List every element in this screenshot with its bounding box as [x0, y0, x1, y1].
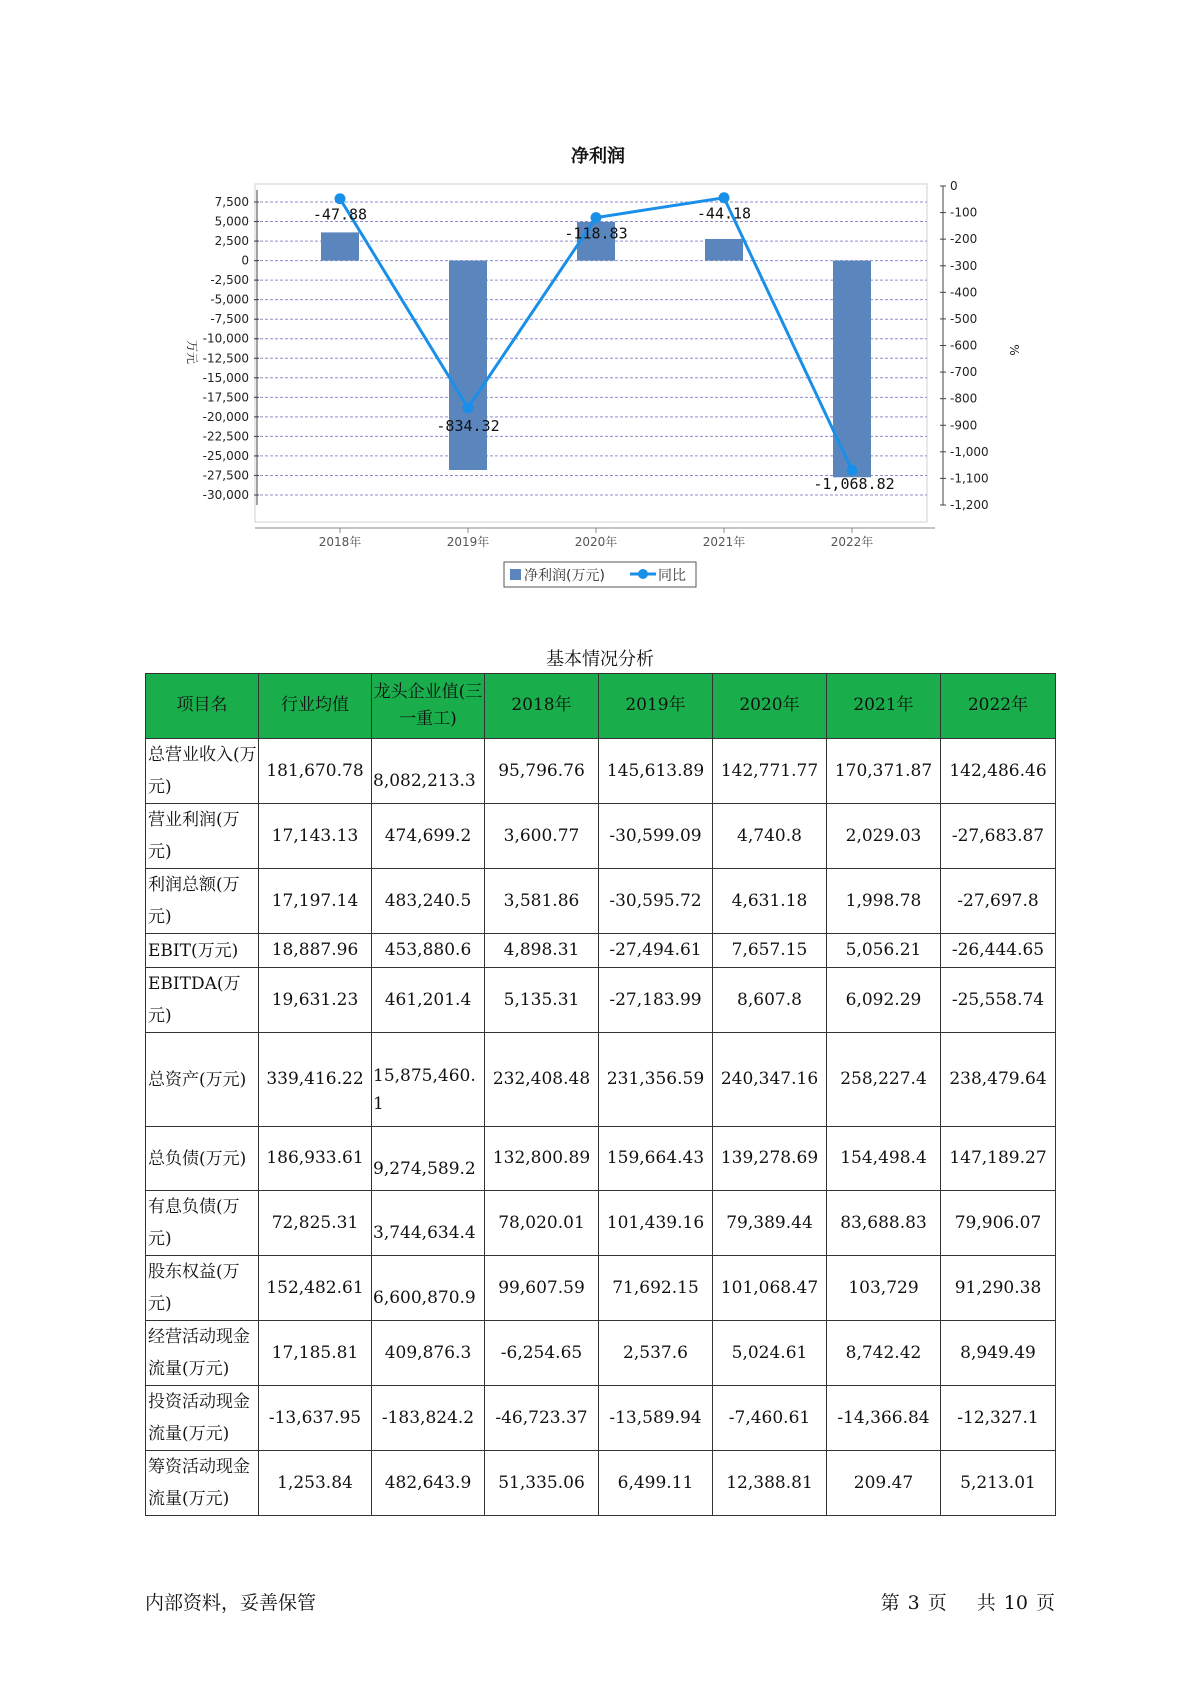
- table-row: [146, 869, 1056, 934]
- right-tick-label: -1,100: [950, 471, 989, 486]
- table-cell: 95,796.76: [485, 739, 599, 804]
- left-tick-label: -15,000: [202, 370, 249, 385]
- table-cell: 91,290.38: [941, 1256, 1056, 1321]
- table-cell: 19,631.23: [259, 968, 372, 1033]
- row-label: 筹资活动现金流量(万元): [146, 1451, 259, 1516]
- table-header-row: [146, 674, 1056, 739]
- row-label: 投资活动现金流量(万元): [146, 1386, 259, 1451]
- table-cell: 17,143.13: [259, 804, 372, 869]
- table-cell: 238,479.64: [941, 1033, 1056, 1127]
- table-cell: 6,092.29: [827, 968, 941, 1033]
- table-cell: 170,371.87: [827, 739, 941, 804]
- table-cell: 240,347.16: [713, 1033, 827, 1127]
- row-label: 股东权益(万元): [146, 1256, 259, 1321]
- table-cell: 209.47: [827, 1451, 941, 1516]
- basic-analysis-table: [145, 673, 1056, 1516]
- row-label: 经营活动现金流量(万元): [146, 1321, 259, 1386]
- x-tick-label: 2020年: [574, 535, 618, 549]
- table-cell: 101,068.47: [713, 1256, 827, 1321]
- table-cell: 51,335.06: [485, 1451, 599, 1516]
- header-industry-avg: 行业均值: [259, 674, 372, 739]
- left-tick-label: 7,500: [214, 195, 249, 209]
- right-tick-label: -800: [950, 391, 978, 406]
- legend-line-label: 同比: [658, 568, 686, 584]
- right-axis-title: %: [1007, 344, 1021, 356]
- table-cell: 409,876.3: [372, 1321, 485, 1386]
- right-tick-label: -1,200: [950, 498, 989, 512]
- row-label: 总负债(万元): [146, 1127, 259, 1191]
- table-cell: 152,482.61: [259, 1256, 372, 1321]
- left-tick-label: 5,000: [214, 214, 249, 229]
- right-tick-label: -900: [950, 418, 978, 433]
- table-cell: -6,254.65: [485, 1321, 599, 1386]
- right-tick-label: -500: [950, 311, 978, 326]
- table-cell: 101,439.16: [599, 1191, 713, 1256]
- table-cell: 1,998.78: [827, 869, 941, 934]
- left-tick-label: -7,500: [210, 312, 249, 327]
- table-cell: 17,197.14: [259, 869, 372, 934]
- table-cell: -7,460.61: [713, 1386, 827, 1451]
- bar-2019年: [449, 261, 487, 470]
- net-profit-chart: [0, 0, 1191, 600]
- table-cell: 3,744,634.4: [372, 1191, 485, 1256]
- right-tick-label: -300: [950, 258, 978, 273]
- right-tick-label: -400: [950, 285, 978, 300]
- table-row: [146, 1033, 1056, 1127]
- header-2021: 2021年: [827, 674, 941, 739]
- table-cell: 4,740.8: [713, 804, 827, 869]
- table-cell: -12,327.1: [941, 1386, 1056, 1451]
- table-cell: -27,683.87: [941, 804, 1056, 869]
- row-label: EBITDA(万元): [146, 968, 259, 1033]
- table-cell: 72,825.31: [259, 1191, 372, 1256]
- table-cell: 142,486.46: [941, 739, 1056, 804]
- left-tick-label: -17,500: [202, 390, 249, 405]
- table-cell: 8,949.49: [941, 1321, 1056, 1386]
- page-unit: 页: [927, 1592, 947, 1614]
- bar-2018年: [321, 232, 359, 260]
- left-tick-label: -30,000: [202, 488, 249, 502]
- table-cell: -26,444.65: [941, 934, 1056, 968]
- table-cell: 181,670.78: [259, 739, 372, 804]
- table-cell: 5,024.61: [713, 1321, 827, 1386]
- chart-title: 净利润: [571, 146, 625, 167]
- table-cell: 154,498.4: [827, 1127, 941, 1191]
- legend-bar-swatch: [510, 569, 521, 580]
- table-cell: 2,537.6: [599, 1321, 713, 1386]
- table-cell: 15,875,460.1: [372, 1033, 485, 1127]
- table-cell: 78,020.01: [485, 1191, 599, 1256]
- page-prefix: 第: [880, 1592, 900, 1614]
- table-row: [146, 1451, 1056, 1516]
- row-label: 营业利润(万元): [146, 804, 259, 869]
- left-tick-label: -27,500: [202, 468, 249, 483]
- right-tick-label: -100: [950, 205, 978, 220]
- right-tick-label: -600: [950, 338, 978, 353]
- table-cell: 1,253.84: [259, 1451, 372, 1516]
- table-cell: -46,723.37: [485, 1386, 599, 1451]
- yoy-data-label: -47.88: [312, 205, 368, 224]
- table-cell: 4,631.18: [713, 869, 827, 934]
- table-cell: 5,213.01: [941, 1451, 1056, 1516]
- table-cell: 139,278.69: [713, 1127, 827, 1191]
- table-cell: 4,898.31: [485, 934, 599, 968]
- row-label: 总资产(万元): [146, 1033, 259, 1127]
- table-row: [146, 1256, 1056, 1321]
- left-axis-title: 万元: [185, 339, 199, 365]
- row-label: 有息负债(万元): [146, 1191, 259, 1256]
- table-cell: -25,558.74: [941, 968, 1056, 1033]
- table-cell: -30,599.09: [599, 804, 713, 869]
- right-tick-label: -700: [950, 365, 978, 380]
- table-cell: 8,082,213.3: [372, 739, 485, 804]
- yoy-data-label: -1,068.82: [813, 475, 895, 494]
- table-cell: 5,056.21: [827, 934, 941, 968]
- row-label: 利润总额(万元): [146, 869, 259, 934]
- table-cell: 8,607.8: [713, 968, 827, 1033]
- table-cell: 474,699.2: [372, 804, 485, 869]
- right-tick-label: -200: [950, 232, 978, 247]
- table-cell: 232,408.48: [485, 1033, 599, 1127]
- table-cell: 71,692.15: [599, 1256, 713, 1321]
- bar-2021年: [705, 239, 743, 261]
- table-row: [146, 968, 1056, 1033]
- table-cell: -30,595.72: [599, 869, 713, 934]
- header-leader-value: 龙头企业值(三一重工): [372, 674, 485, 739]
- table-cell: 147,189.27: [941, 1127, 1056, 1191]
- table-cell: 6,600,870.9: [372, 1256, 485, 1321]
- x-tick-label: 2021年: [702, 535, 746, 549]
- table-row: [146, 934, 1056, 968]
- header-2022: 2022年: [941, 674, 1056, 739]
- table-cell: 159,664.43: [599, 1127, 713, 1191]
- yoy-point-2020年: [591, 212, 602, 223]
- table-row: [146, 739, 1056, 804]
- legend-line-marker: [638, 569, 648, 579]
- table-cell: -27,494.61: [599, 934, 713, 968]
- table-cell: 8,742.42: [827, 1321, 941, 1386]
- table-cell: 258,227.4: [827, 1033, 941, 1127]
- table-cell: 17,185.81: [259, 1321, 372, 1386]
- x-tick-label: 2018年: [318, 535, 362, 549]
- table-cell: 12,388.81: [713, 1451, 827, 1516]
- table-cell: 79,389.44: [713, 1191, 827, 1256]
- table-cell: -27,697.8: [941, 869, 1056, 934]
- total-unit: 页: [1035, 1592, 1055, 1614]
- table-cell: 145,613.89: [599, 739, 713, 804]
- yoy-point-2018年: [335, 193, 346, 204]
- left-tick-label: 0: [241, 253, 249, 268]
- table-cell: -13,637.95: [259, 1386, 372, 1451]
- total-pages: 10: [1003, 1592, 1028, 1614]
- table-cell: 9,274,589.2: [372, 1127, 485, 1191]
- table-cell: -13,589.94: [599, 1386, 713, 1451]
- table-cell: 339,416.22: [259, 1033, 372, 1127]
- left-tick-label: -22,500: [202, 429, 249, 444]
- yoy-data-label: -44.18: [696, 204, 752, 223]
- table-cell: 7,657.15: [713, 934, 827, 968]
- table-cell: 6,499.11: [599, 1451, 713, 1516]
- left-tick-label: -25,000: [202, 448, 249, 463]
- table-cell: 103,729: [827, 1256, 941, 1321]
- row-label: EBIT(万元): [146, 934, 259, 968]
- x-tick-label: 2022年: [830, 535, 874, 549]
- table-cell: 482,643.9: [372, 1451, 485, 1516]
- table-cell: 3,581.86: [485, 869, 599, 934]
- table-cell: 18,887.96: [259, 934, 372, 968]
- table-cell: 461,201.4: [372, 968, 485, 1033]
- left-tick-label: -20,000: [202, 409, 249, 424]
- header-2019: 2019年: [599, 674, 713, 739]
- table-cell: 132,800.89: [485, 1127, 599, 1191]
- table-row: [146, 1127, 1056, 1191]
- table-cell: 186,933.61: [259, 1127, 372, 1191]
- table-cell: 142,771.77: [713, 739, 827, 804]
- left-tick-label: -12,500: [202, 351, 249, 366]
- header-2018: 2018年: [485, 674, 599, 739]
- table-cell: 79,906.07: [941, 1191, 1056, 1256]
- header-item-name: 项目名: [146, 674, 259, 739]
- left-tick-label: 2,500: [214, 234, 249, 249]
- table-cell: 2,029.03: [827, 804, 941, 869]
- right-tick-label: 0: [950, 179, 958, 193]
- legend: [504, 562, 696, 587]
- table-row: [146, 804, 1056, 869]
- yoy-point-2019年: [463, 402, 474, 413]
- legend-bar-label: 净利润(万元): [524, 568, 605, 584]
- table-cell: -183,824.2: [372, 1386, 485, 1451]
- table-caption: 基本情况分析: [546, 649, 654, 670]
- total-prefix: 共: [976, 1592, 996, 1614]
- table-cell: 483,240.5: [372, 869, 485, 934]
- table-row: [146, 1386, 1056, 1451]
- row-label: 总营业收入(万元): [146, 739, 259, 804]
- left-tick-label: -5,000: [210, 292, 249, 307]
- header-2020: 2020年: [713, 674, 827, 739]
- footer-confidential-note: 内部资料，妥善保管: [145, 1592, 317, 1614]
- table-cell: -14,366.84: [827, 1386, 941, 1451]
- page-number: 3: [907, 1592, 920, 1614]
- yoy-data-label: -118.83: [564, 224, 628, 243]
- footer-page-info: [873, 1588, 1055, 1615]
- x-tick-label: 2019年: [446, 535, 490, 549]
- table-cell: 453,880.6: [372, 934, 485, 968]
- yoy-point-2022年: [847, 465, 858, 476]
- table-cell: 99,607.59: [485, 1256, 599, 1321]
- right-tick-label: -1,000: [950, 444, 989, 459]
- table-cell: 3,600.77: [485, 804, 599, 869]
- yoy-point-2021年: [719, 192, 730, 203]
- table-cell: 5,135.31: [485, 968, 599, 1033]
- table-row: [146, 1321, 1056, 1386]
- left-tick-label: -10,000: [202, 331, 249, 346]
- table-cell: -27,183.99: [599, 968, 713, 1033]
- table-row: [146, 1191, 1056, 1256]
- table-cell: 83,688.83: [827, 1191, 941, 1256]
- left-tick-label: -2,500: [210, 273, 249, 288]
- yoy-data-label: -834.32: [436, 416, 500, 435]
- table-cell: 231,356.59: [599, 1033, 713, 1127]
